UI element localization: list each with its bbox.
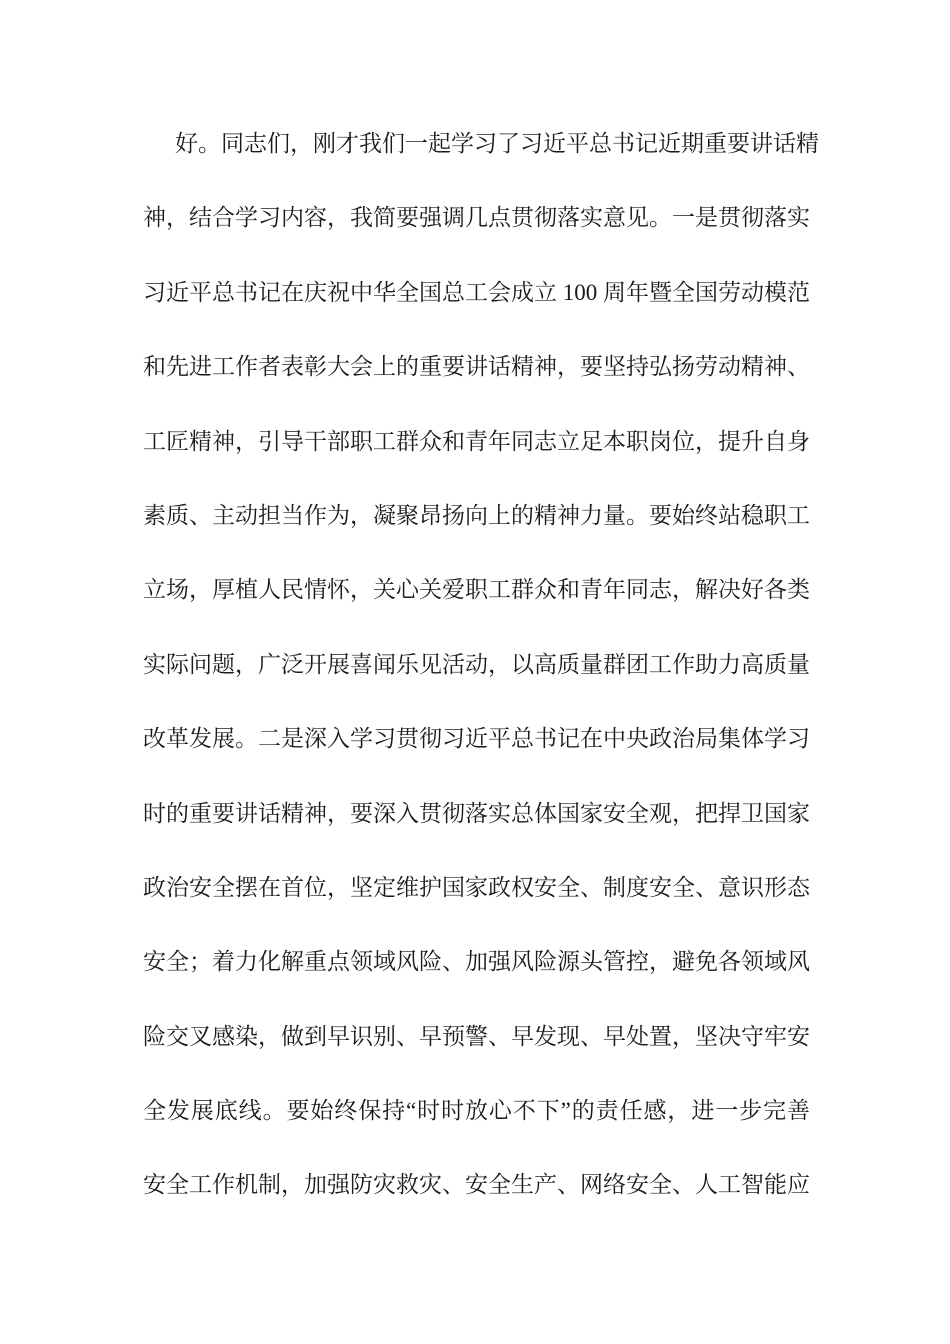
text-line: 政治安全摆在首位，坚定维护国家政权安全、制度安全、意识形态 [143, 874, 810, 900]
text-line: 工匠精神，引导干部职工群众和青年同志立足本职岗位，提升自身 [143, 428, 810, 454]
text-line: 实际问题，广泛开展喜闻乐见活动，以高质量群团工作助力高质量 [143, 651, 810, 677]
text-line: 安全工作机制，加强防灾救灾、安全生产、网络安全、人工智能应 [143, 1172, 810, 1198]
text-line: 和先进工作者表彰大会上的重要讲话精神，要坚持弘扬劳动精神、 [143, 354, 810, 380]
text-line: 素质、主动担当作为，凝聚昂扬向上的精神力量。要始终站稳职工 [143, 502, 810, 528]
text-line: 习近平总书记在庆祝中华全国总工会成立 100 周年暨全国劳动模范 [143, 279, 810, 305]
text-line: 立场，厚植人民情怀，关心关爱职工群众和青年同志，解决好各类 [143, 577, 810, 603]
text-line: 好。同志们，刚才我们一起学习了习近平总书记近期重要讲话精 [175, 131, 819, 156]
text-line: 全发展底线。要始终保持“时时放心不下”的责任感，进一步完善 [143, 1098, 810, 1124]
text-line: 安全；着力化解重点领域风险、加强风险源头管控，避免各领域风 [143, 949, 810, 975]
text-line: 险交叉感染，做到早识别、早预警、早发现、早处置，坚决守牢安 [143, 1023, 810, 1049]
text-line: 改革发展。二是深入学习贯彻习近平总书记在中央政治局集体学习 [143, 726, 810, 752]
text-line: 时的重要讲话精神，要深入贯彻落实总体国家安全观，把捍卫国家 [143, 800, 810, 826]
document-page [143, 107, 819, 1223]
text-line: 神，结合学习内容，我简要强调几点贯彻落实意见。一是贯彻落实 [143, 205, 810, 231]
